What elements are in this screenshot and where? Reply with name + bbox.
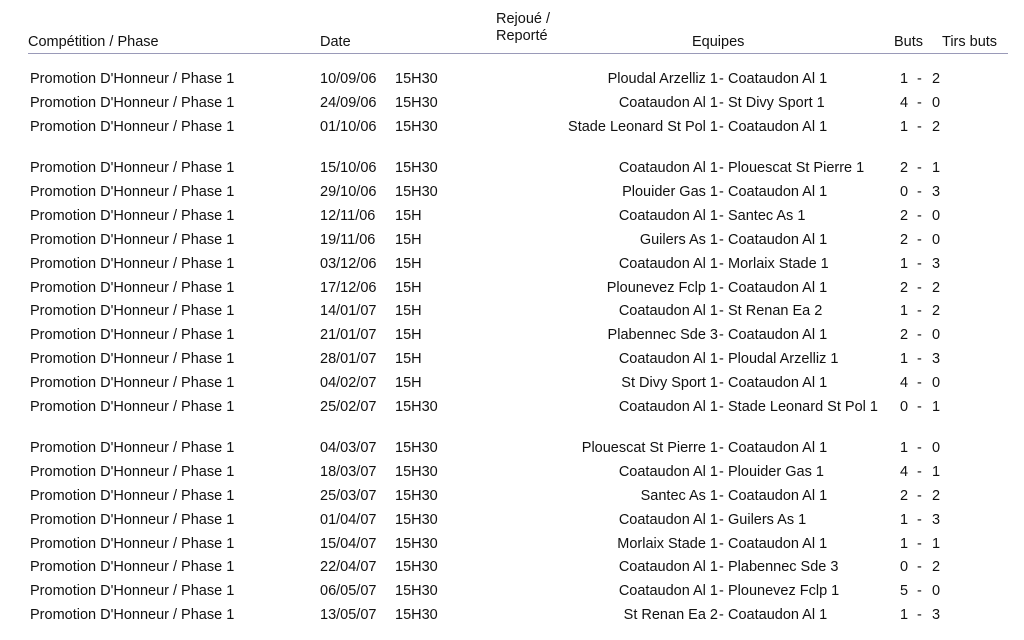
competition-cell: Promotion D'Honneur / Phase 1 <box>30 559 235 575</box>
score-away-cell: 3 <box>932 607 941 623</box>
home-team-cell: Plouescat St Pierre 1 <box>581 440 718 456</box>
time-cell: 15H <box>395 327 422 343</box>
score-home-cell: 1 <box>900 256 909 272</box>
team-separator: - <box>719 160 724 176</box>
table-row <box>0 607 1024 631</box>
competition-cell: Promotion D'Honneur / Phase 1 <box>30 536 235 552</box>
team-separator: - <box>719 488 724 504</box>
score-separator: - <box>917 559 922 575</box>
table-row <box>0 351 1024 375</box>
date-cell: 17/12/06 <box>320 280 377 296</box>
table-row <box>0 280 1024 304</box>
header-equipes: Equipes <box>692 34 745 50</box>
score-away-cell: 2 <box>932 303 941 319</box>
header-tirs-buts: Tirs buts <box>942 34 998 50</box>
away-team-cell: St Renan Ea 2 <box>728 303 823 319</box>
away-team-cell: Guilers As 1 <box>728 512 807 528</box>
table-row <box>0 512 1024 536</box>
score-home-cell: 2 <box>900 488 909 504</box>
team-separator: - <box>719 208 724 224</box>
competition-cell: Promotion D'Honneur / Phase 1 <box>30 440 235 456</box>
score-separator: - <box>917 583 922 599</box>
score-home-cell: 1 <box>900 536 909 552</box>
time-cell: 15H30 <box>395 71 438 87</box>
table-row <box>0 303 1024 327</box>
table-row <box>0 399 1024 423</box>
home-team-cell: Plouider Gas 1 <box>622 184 718 200</box>
score-away-cell: 1 <box>932 160 941 176</box>
team-separator: - <box>719 303 724 319</box>
date-cell: 28/01/07 <box>320 351 377 367</box>
score-away-cell: 0 <box>932 232 941 248</box>
time-cell: 15H30 <box>395 440 438 456</box>
competition-cell: Promotion D'Honneur / Phase 1 <box>30 303 235 319</box>
score-separator: - <box>917 303 922 319</box>
score-home-cell: 0 <box>900 184 909 200</box>
table-row <box>0 559 1024 583</box>
score-separator: - <box>917 399 922 415</box>
home-team-cell: Coataudon Al 1 <box>618 583 718 599</box>
team-separator: - <box>719 399 724 415</box>
score-separator: - <box>917 71 922 87</box>
score-away-cell: 0 <box>932 440 941 456</box>
away-team-cell: Morlaix Stade 1 <box>728 256 829 272</box>
away-team-cell: Plouescat St Pierre 1 <box>728 160 865 176</box>
table-row <box>0 327 1024 351</box>
time-cell: 15H30 <box>395 95 438 111</box>
date-cell: 25/02/07 <box>320 399 377 415</box>
team-separator: - <box>719 184 724 200</box>
home-team-cell: Morlaix Stade 1 <box>617 536 718 552</box>
away-team-cell: Coataudon Al 1 <box>728 536 828 552</box>
score-away-cell: 0 <box>932 375 941 391</box>
score-home-cell: 2 <box>900 280 909 296</box>
date-cell: 01/04/07 <box>320 512 377 528</box>
time-cell: 15H30 <box>395 559 438 575</box>
score-separator: - <box>917 280 922 296</box>
competition-cell: Promotion D'Honneur / Phase 1 <box>30 583 235 599</box>
time-cell: 15H30 <box>395 583 438 599</box>
competition-cell: Promotion D'Honneur / Phase 1 <box>30 399 235 415</box>
score-away-cell: 2 <box>932 119 941 135</box>
table-row <box>0 536 1024 560</box>
team-separator: - <box>719 512 724 528</box>
away-team-cell: Coataudon Al 1 <box>728 119 828 135</box>
team-separator: - <box>719 536 724 552</box>
away-team-cell: Coataudon Al 1 <box>728 71 828 87</box>
table-row <box>0 208 1024 232</box>
team-separator: - <box>719 232 724 248</box>
away-team-cell: Coataudon Al 1 <box>728 280 828 296</box>
score-away-cell: 1 <box>932 536 941 552</box>
competition-cell: Promotion D'Honneur / Phase 1 <box>30 607 235 623</box>
score-separator: - <box>917 488 922 504</box>
table-row <box>0 232 1024 256</box>
score-home-cell: 0 <box>900 399 909 415</box>
table-row <box>0 583 1024 607</box>
score-away-cell: 2 <box>932 71 941 87</box>
score-away-cell: 3 <box>932 351 941 367</box>
score-separator: - <box>917 375 922 391</box>
team-separator: - <box>719 71 724 87</box>
header-divider <box>28 53 1008 54</box>
date-cell: 15/04/07 <box>320 536 377 552</box>
team-separator: - <box>719 119 724 135</box>
date-cell: 06/05/07 <box>320 583 377 599</box>
table-row <box>0 464 1024 488</box>
home-team-cell: Coataudon Al 1 <box>618 208 718 224</box>
away-team-cell: Plabennec Sde 3 <box>728 559 839 575</box>
score-separator: - <box>917 232 922 248</box>
away-team-cell: Coataudon Al 1 <box>728 488 828 504</box>
table-row <box>0 256 1024 280</box>
score-away-cell: 0 <box>932 327 941 343</box>
time-cell: 15H30 <box>395 536 438 552</box>
header-buts: Buts <box>894 34 924 50</box>
home-team-cell: Coataudon Al 1 <box>618 559 718 575</box>
date-cell: 04/02/07 <box>320 375 377 391</box>
time-cell: 15H <box>395 232 422 248</box>
score-home-cell: 2 <box>900 327 909 343</box>
competition-cell: Promotion D'Honneur / Phase 1 <box>30 95 235 111</box>
score-home-cell: 1 <box>900 71 909 87</box>
date-cell: 24/09/06 <box>320 95 377 111</box>
score-home-cell: 1 <box>900 607 909 623</box>
home-team-cell: Plounevez Fclp 1 <box>606 280 718 296</box>
header-date: Date <box>320 34 351 50</box>
date-cell: 12/11/06 <box>320 208 376 224</box>
time-cell: 15H <box>395 280 422 296</box>
score-home-cell: 1 <box>900 119 909 135</box>
score-away-cell: 1 <box>932 464 941 480</box>
header-competition: Compétition / Phase <box>28 34 159 50</box>
competition-cell: Promotion D'Honneur / Phase 1 <box>30 512 235 528</box>
home-team-cell: Coataudon Al 1 <box>618 512 718 528</box>
competition-cell: Promotion D'Honneur / Phase 1 <box>30 256 235 272</box>
home-team-cell: Guilers As 1 <box>639 232 718 248</box>
away-team-cell: Coataudon Al 1 <box>728 184 828 200</box>
team-separator: - <box>719 607 724 623</box>
home-team-cell: Coataudon Al 1 <box>618 351 718 367</box>
score-separator: - <box>917 464 922 480</box>
score-away-cell: 2 <box>932 488 941 504</box>
away-team-cell: Coataudon Al 1 <box>728 327 828 343</box>
table-row <box>0 119 1024 143</box>
table-row <box>0 488 1024 512</box>
home-team-cell: Coataudon Al 1 <box>618 464 718 480</box>
away-team-cell: Plounevez Fclp 1 <box>728 583 840 599</box>
score-home-cell: 5 <box>900 583 909 599</box>
time-cell: 15H30 <box>395 184 438 200</box>
score-separator: - <box>917 184 922 200</box>
score-away-cell: 3 <box>932 512 941 528</box>
competition-cell: Promotion D'Honneur / Phase 1 <box>30 351 235 367</box>
date-cell: 15/10/06 <box>320 160 377 176</box>
table-row <box>0 440 1024 464</box>
home-team-cell: St Renan Ea 2 <box>623 607 718 623</box>
table-row <box>0 375 1024 399</box>
score-away-cell: 0 <box>932 208 941 224</box>
time-cell: 15H <box>395 256 422 272</box>
table-row <box>0 184 1024 208</box>
competition-cell: Promotion D'Honneur / Phase 1 <box>30 208 235 224</box>
team-separator: - <box>719 351 724 367</box>
score-separator: - <box>917 208 922 224</box>
score-separator: - <box>917 351 922 367</box>
home-team-cell: Coataudon Al 1 <box>618 256 718 272</box>
time-cell: 15H <box>395 208 422 224</box>
away-team-cell: Coataudon Al 1 <box>728 440 828 456</box>
score-separator: - <box>917 607 922 623</box>
date-cell: 10/09/06 <box>320 71 377 87</box>
score-home-cell: 0 <box>900 559 909 575</box>
team-separator: - <box>719 440 724 456</box>
time-cell: 15H30 <box>395 488 438 504</box>
team-separator: - <box>719 95 724 111</box>
home-team-cell: Coataudon Al 1 <box>618 160 718 176</box>
date-cell: 19/11/06 <box>320 232 376 248</box>
score-home-cell: 4 <box>900 95 909 111</box>
competition-cell: Promotion D'Honneur / Phase 1 <box>30 375 235 391</box>
away-team-cell: Coataudon Al 1 <box>728 375 828 391</box>
score-separator: - <box>917 160 922 176</box>
score-away-cell: 2 <box>932 559 941 575</box>
score-separator: - <box>917 119 922 135</box>
date-cell: 01/10/06 <box>320 119 377 135</box>
score-home-cell: 1 <box>900 440 909 456</box>
competition-cell: Promotion D'Honneur / Phase 1 <box>30 327 235 343</box>
time-cell: 15H30 <box>395 119 438 135</box>
competition-cell: Promotion D'Honneur / Phase 1 <box>30 488 235 504</box>
score-away-cell: 0 <box>932 95 941 111</box>
date-cell: 21/01/07 <box>320 327 377 343</box>
score-away-cell: 1 <box>932 399 941 415</box>
date-cell: 13/05/07 <box>320 607 377 623</box>
score-home-cell: 1 <box>900 512 909 528</box>
time-cell: 15H <box>395 303 422 319</box>
competition-cell: Promotion D'Honneur / Phase 1 <box>30 184 235 200</box>
header-rejoue: Rejoué / Reporté <box>496 11 551 44</box>
time-cell: 15H30 <box>395 512 438 528</box>
table-row <box>0 71 1024 95</box>
time-cell: 15H30 <box>395 464 438 480</box>
competition-cell: Promotion D'Honneur / Phase 1 <box>30 71 235 87</box>
score-home-cell: 2 <box>900 232 909 248</box>
home-team-cell: Coataudon Al 1 <box>618 95 718 111</box>
date-cell: 04/03/07 <box>320 440 377 456</box>
competition-cell: Promotion D'Honneur / Phase 1 <box>30 160 235 176</box>
date-cell: 22/04/07 <box>320 559 377 575</box>
team-separator: - <box>719 559 724 575</box>
away-team-cell: Coataudon Al 1 <box>728 232 828 248</box>
team-separator: - <box>719 256 724 272</box>
home-team-cell: Coataudon Al 1 <box>618 399 718 415</box>
team-separator: - <box>719 583 724 599</box>
home-team-cell: Santec As 1 <box>640 488 718 504</box>
score-home-cell: 1 <box>900 303 909 319</box>
away-team-cell: Coataudon Al 1 <box>728 607 828 623</box>
team-separator: - <box>719 375 724 391</box>
home-team-cell: Coataudon Al 1 <box>618 303 718 319</box>
competition-cell: Promotion D'Honneur / Phase 1 <box>30 232 235 248</box>
away-team-cell: St Divy Sport 1 <box>728 95 825 111</box>
score-separator: - <box>917 256 922 272</box>
team-separator: - <box>719 327 724 343</box>
score-separator: - <box>917 512 922 528</box>
date-cell: 29/10/06 <box>320 184 377 200</box>
score-away-cell: 0 <box>932 583 941 599</box>
home-team-cell: Stade Leonard St Pol 1 <box>568 119 718 135</box>
date-cell: 03/12/06 <box>320 256 377 272</box>
team-separator: - <box>719 280 724 296</box>
away-team-cell: Santec As 1 <box>728 208 806 224</box>
team-separator: - <box>719 464 724 480</box>
time-cell: 15H30 <box>395 607 438 623</box>
score-separator: - <box>917 536 922 552</box>
score-home-cell: 2 <box>900 160 909 176</box>
score-home-cell: 2 <box>900 208 909 224</box>
away-team-cell: Stade Leonard St Pol 1 <box>728 399 878 415</box>
score-away-cell: 2 <box>932 280 941 296</box>
home-team-cell: Ploudal Arzelliz 1 <box>607 71 718 87</box>
away-team-cell: Ploudal Arzelliz 1 <box>728 351 839 367</box>
home-team-cell: Plabennec Sde 3 <box>607 327 718 343</box>
date-cell: 25/03/07 <box>320 488 377 504</box>
score-home-cell: 4 <box>900 464 909 480</box>
score-separator: - <box>917 440 922 456</box>
competition-cell: Promotion D'Honneur / Phase 1 <box>30 464 235 480</box>
competition-cell: Promotion D'Honneur / Phase 1 <box>30 119 235 135</box>
time-cell: 15H <box>395 351 422 367</box>
score-home-cell: 4 <box>900 375 909 391</box>
table-header <box>0 0 1024 56</box>
score-away-cell: 3 <box>932 184 941 200</box>
away-team-cell: Plouider Gas 1 <box>728 464 824 480</box>
score-away-cell: 3 <box>932 256 941 272</box>
time-cell: 15H30 <box>395 160 438 176</box>
score-home-cell: 1 <box>900 351 909 367</box>
table-row <box>0 95 1024 119</box>
date-cell: 14/01/07 <box>320 303 377 319</box>
home-team-cell: St Divy Sport 1 <box>621 375 718 391</box>
competition-cell: Promotion D'Honneur / Phase 1 <box>30 280 235 296</box>
table-row <box>0 160 1024 184</box>
score-separator: - <box>917 95 922 111</box>
date-cell: 18/03/07 <box>320 464 377 480</box>
score-separator: - <box>917 327 922 343</box>
time-cell: 15H30 <box>395 399 438 415</box>
time-cell: 15H <box>395 375 422 391</box>
